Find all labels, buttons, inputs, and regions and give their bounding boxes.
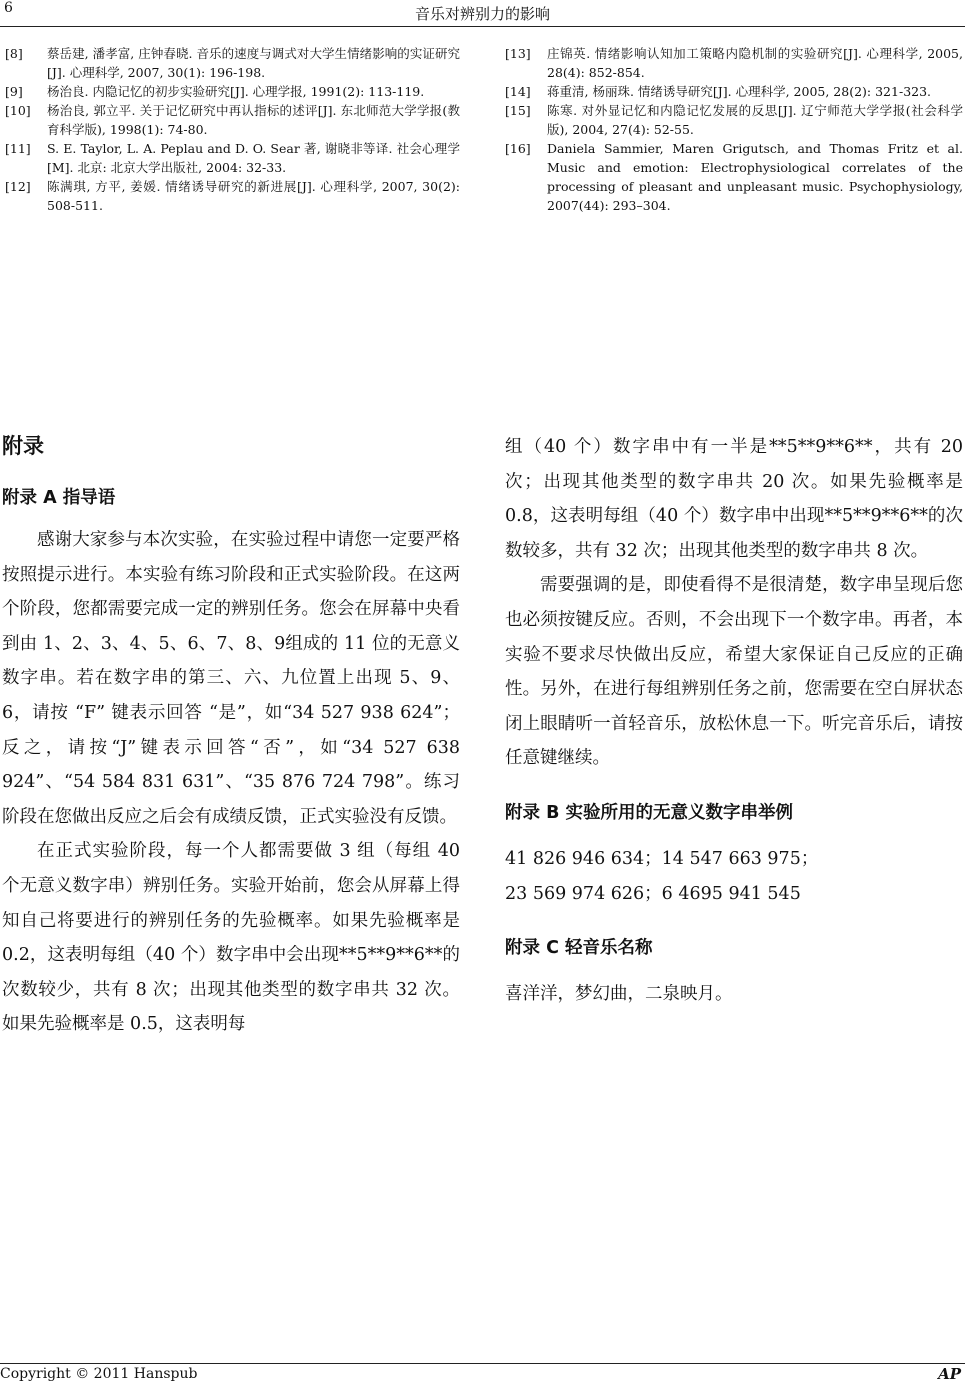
reference-item (5, 101, 460, 139)
reference-number: [10] (5, 103, 31, 118)
reference-text: 杨治良. 内隐记忆的初步实验研究[J]. 心理学报, 1991(2): 113-119. (47, 84, 425, 99)
digit-string-line-2: 23 569 974 626；6 4695 941 545 (505, 883, 801, 904)
page-number: 6 (4, 0, 13, 16)
appendix-a-paragraph-2: 在正式实验阶段，每一个人都需要做 3 组（每组 40 个无意义数字串）辨别任务。实验开始前，您会从屏幕上得知自己将要进行的辨别任务的先验概率。如果先验概率是 0.2，这表明每组（40 个）数字串中会出现**5**9**6**的次数较少，共有 8 次；出现其他类型的数字串共 32 次。如果先验概率是 0.5，这表明每 (2, 841, 460, 1035)
copyright-notice: Copyright © 2011 Hanspub (0, 1366, 198, 1382)
reference-text: S. E. Taylor, L. A. Peplau and D. O. Sear 著, 谢晓非等译. 社会心理学[M]. 北京: 北京大学出版社, 2004: 32-33. (47, 141, 460, 175)
body-left-column (2, 430, 460, 1042)
body-right-column (505, 430, 963, 1012)
reference-number: [11] (5, 141, 31, 156)
reference-text: 陈满琪, 方平, 姜媛. 情绪诱导研究的新进展[J]. 心理科学, 2007, 30(2): 508-511. (47, 179, 460, 213)
reference-text: Daniela Sammier, Maren Grigutsch, and Thomas Fritz et al. Music and emotion: Electrophysiological correlates of the processing of pleasant and unpleasant music. Psychophysiology, 2007(44): 293–304. (547, 141, 963, 213)
reference-item (505, 82, 963, 101)
reference-item (505, 139, 963, 215)
reference-text: 蒋重清, 杨丽珠. 情绪诱导研究[J]. 心理科学, 2005, 28(2): 321-323. (547, 84, 932, 99)
reference-text: 庄锦英. 情绪影响认知加工策略内隐机制的实验研究[J]. 心理科学, 2005, 28(4): 852-854. (547, 46, 963, 80)
reference-number: [13] (505, 46, 531, 61)
reference-number: [9] (5, 84, 23, 99)
reference-number: [16] (505, 141, 531, 156)
reference-item (5, 139, 460, 177)
reference-number: [8] (5, 46, 23, 61)
reference-number: [14] (505, 84, 531, 99)
appendix-a-paragraph-2-continued: 组（40 个）数字串中有一半是**5**9**6**，共有 20 次；出现其他类型的数字串共 20 次。如果先验概率是 0.8，这表明每组（40 个）数字串中出现**5**9**6**的次数较多，共有 32 次；出现其他类型的数字串共 8 次。 (505, 437, 963, 561)
music-names: 喜洋洋，梦幻曲，二泉映月。 (505, 984, 733, 1005)
digit-string-line-1: 41 826 946 634；14 547 663 975； (505, 848, 819, 869)
references-left-column (5, 44, 460, 215)
journal-abbreviation: AP (938, 1365, 961, 1383)
reference-number: [15] (505, 103, 531, 118)
reference-item (5, 82, 460, 101)
appendix-a-heading: 附录 A 指导语 (2, 488, 116, 508)
reference-item (5, 177, 460, 215)
reference-item (5, 44, 460, 82)
reference-text: 陈寒. 对外显记忆和内隐记忆发展的反思[J]. 辽宁师范大学学报(社会科学版), 2004, 27(4): 52-55. (547, 103, 963, 137)
appendix-a-paragraph-3: 需要强调的是，即使看得不是很清楚，数字串呈现后您也必须按键反应。否则，不会出现下一个数字串。再者，本实验不要求尽快做出反应，希望大家保证自己反应的正确性。另外，在进行每组辨别任务之前，您需要在空白屏状态闭上眼睛听一首轻音乐，放松休息一下。听完音乐后，请按任意键继续。 (505, 575, 963, 769)
appendix-a-paragraph-1: 感谢大家参与本次实验，在实验过程中请您一定要严格按照提示进行。本实验有练习阶段和正式实验阶段。在这两个阶段，您都需要完成一定的辨别任务。您会在屏幕中央看到由 1、2、3、4、5、6、7、8、9组成的 11 位的无意义数字串。若在数字串的第三、六、九位置上出现 5、9、6，请按 “F” 键表示回答 “是”，如“34 527 938 624”；反之，请按“J”键表示回答“否”，如“34 527 638 924”、“54 584 831 631”、“35 876 724 798”。练习阶段在您做出反应之后会有成绩反馈，正式实验没有反馈。 (2, 530, 460, 827)
appendix-c-heading: 附录 C 轻音乐名称 (505, 938, 653, 959)
appendix-b-heading: 附录 B 实验所用的无意义数字串举例 (505, 802, 794, 823)
appendix-heading: 附录 (2, 434, 44, 458)
reference-number: [12] (5, 179, 31, 194)
reference-text: 杨治良, 郭立平. 关于记忆研究中再认指标的述评[J]. 东北师范大学学报(教育科学版), 1998(1): 74-80. (47, 103, 460, 137)
running-title: 音乐对辨别力的影响 (414, 5, 550, 23)
reference-item (505, 44, 963, 82)
references-right-column (505, 44, 963, 215)
header-rule (0, 26, 965, 27)
reference-text: 蔡岳建, 潘孝富, 庄钟春晓. 音乐的速度与调式对大学生情绪影响的实证研究[J]. 心理科学, 2007, 30(1): 196-198. (47, 46, 460, 80)
footer-rule (0, 1363, 965, 1364)
reference-item (505, 101, 963, 139)
